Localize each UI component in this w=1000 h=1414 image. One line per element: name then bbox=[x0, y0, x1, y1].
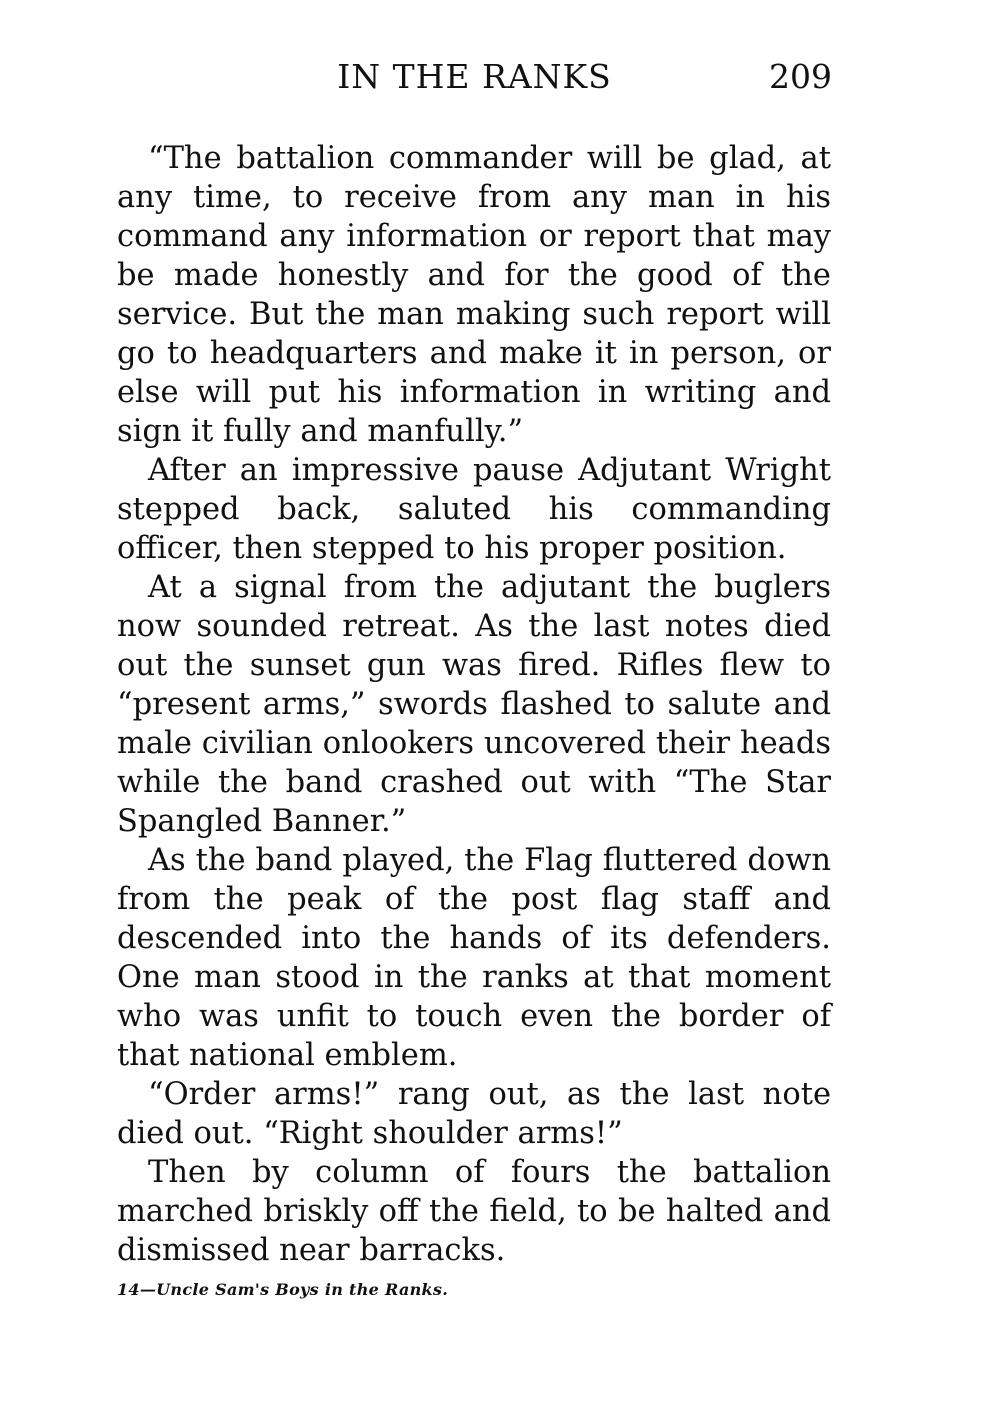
paragraph-retreat: At a signal from the adjutant the buglers now sounded retreat. As the last notes died out the sunset gun was fired. Rifles flew to “present arms,” swords flashed to salute and male civilian onlookers uncovered their heads while the band crashed out with “The Star Spangled Banner.” bbox=[117, 570, 831, 839]
paragraph-flag: As the band played, the Flag fluttered down from the peak of the post flag staff and descended into the hands of its defenders. One man stood in the ranks at that moment who was unfit to touch even the border of that national emblem. bbox=[117, 843, 831, 1073]
paragraph-order-arms: “Order arms!” rang out, as the last note died out. “Right shoulder arms!” bbox=[117, 1077, 831, 1151]
running-title: IN THE RANKS bbox=[337, 57, 612, 96]
paragraph-quote: “The battalion commander will be glad, at any time, to receive from any man in his command any information or report that may be made honestly and for the good of the service. But the man making such report will go to headquarters and make it in person, or else will put his information in writing and sign it fully and manfully.” bbox=[117, 141, 831, 449]
body-text bbox=[117, 139, 831, 1270]
signature-mark: 14—Uncle Sam's Boys in the Ranks. bbox=[117, 1280, 449, 1299]
paragraph-adjutant: After an impressive pause Adjutant Wright stepped back, saluted his commanding officer, then stepped to his proper position. bbox=[117, 453, 831, 566]
running-head bbox=[117, 52, 832, 102]
page-number: 209 bbox=[769, 57, 832, 96]
paragraph-dismissed: Then by column of fours the battalion marched briskly off the field, to be halted and dismissed near barracks. bbox=[117, 1155, 831, 1268]
